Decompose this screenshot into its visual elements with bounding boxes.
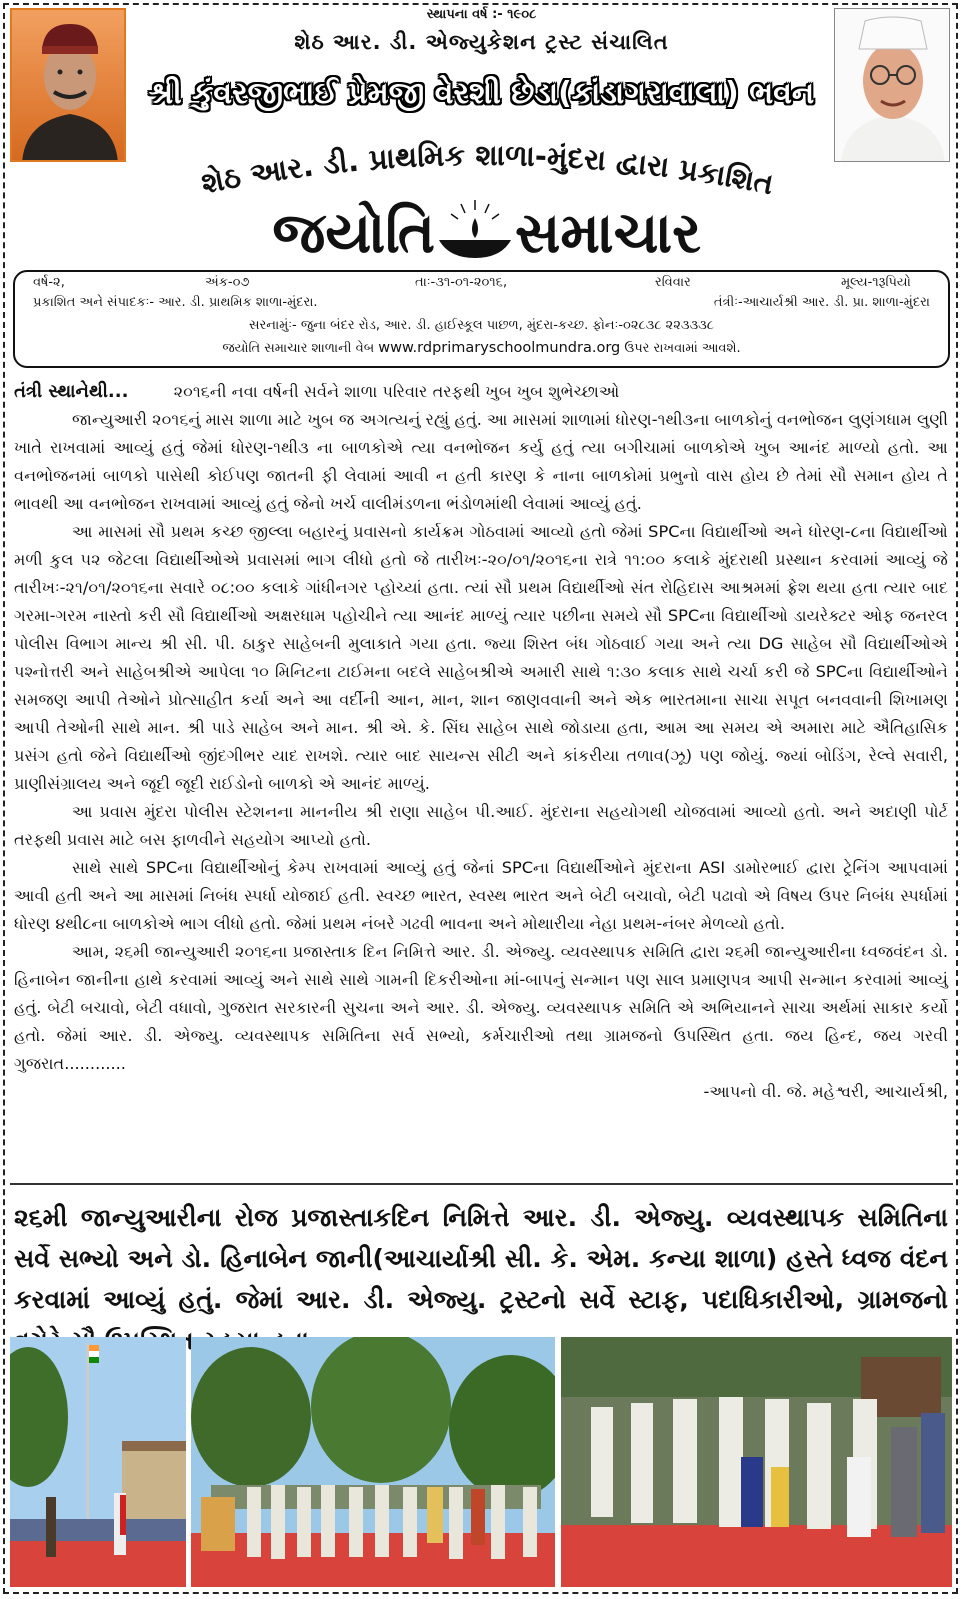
address-line: સરનામુંઃ- જુના બંદર રોડ, આર. ડી. હાઈસ્કૂલ પાછળ, મુંદરા-કચ્છ. ફોનઃ-૦૨૮૩૮ ૨૨૩૩૩૮ — [249, 318, 714, 333]
web-suffix: ઉપર રાખવામાં આવશે. — [624, 341, 741, 356]
editorial-section — [14, 378, 948, 1106]
editorial-signature: -આપનો વી. જે. મહેશ્વરી, આચાર્યશ્રી, — [703, 1082, 948, 1101]
issue-year: વર્ષ-૨, — [33, 275, 65, 290]
dignitaries-photo — [191, 1337, 555, 1587]
publisher-line: પ્રકાશિત અને સંપાદકઃ- આર. ડી. પ્રાથમિક શાળા-મુંદરા. — [33, 295, 318, 310]
editorial-paragraph: આમ, ૨૬મી જાન્યુઆરી ૨૦૧૬ના પ્રજાસ્તાક દિન નિમિત્તે આર. ડી. એજ્યુ. વ્યવસ્થાપક સમિતિ દ્વારા ૨૬મી જાન્યુઆરીના ધ્વજવંદન ડો. હિનાબેન જાનીના હાથે કરવામાં આવ્યું અને સાથે સાથે ગામની દિકરીઓના માં-બાપનું સન્માન પણ સાલ પ્રમાણપત્ર આપી સન્માન કરવામાં આવ્યું હતું. બેટી બચાવો, બેટી વધાવો, ગુજરાત સરકારની સુચના અને આર. ડી. એજ્યુ. વ્યવસ્થાપક સમિતિ એ અભિયાનને સાચા અર્થમાં સાકાર કર્યો હતો. જેમાં આર. ડી. એજ્યુ. વ્યવસ્થાપક સમિતિના સર્વ સભ્યો, કર્મચારીઓ તથા ગ્રામજનો ઉપસ્થિત હતા. જય હિન્દ, જય ગરવી ગુજરાત............ — [14, 942, 948, 1073]
bhavan-title: શ્રી કુંવરજીભાઈ પ્રેમજી વેરશી છેડા(કાંડાગરાવાલા) ભવન — [148, 76, 815, 111]
new-year-greeting: ૨૦૧૬ની નવા વર્ષની સર્વને શાળા પરિવાર તરફથી ખુબ ખુબ શુભેચ્છાઓ — [173, 382, 620, 401]
editorial-paragraph: જાન્યુઆરી ૨૦૧૬નું માસ શાળા માટે ખુબ જ અગત્યનું રહ્યું હતું. આ માસમાં શાળામાં ધોરણ-૧થી૩ના બાળકોનું વનભોજન લુણંગધામ લુણી ખાતે રાખવામાં આવ્યું હતું જેમાં ધોરણ-૧થી૩ ના બાળકોએ ત્યા વનભોજન કર્યુ હતું ત્યા બગીચામાં બાળકોએ ખુબ આનંદ માળ્યો હતો. આ વનભોજનમાં બાળકો પાસેથી કોઈપણ જાતની ફી લેવામાં આવી ન હતી કારણ કે નાના બાળકોમાં પ્રભુનો વાસ હોય છે તેમાં સૌ સમાન હોય તે ભાવથી આ વનભોજન રાખવામાં આવ્યું હતું જેનો ખર્ચ વાલીમંડળના ભંડોળમાંથી લેવામાં આવ્યું હતું. — [14, 410, 948, 513]
editorial-paragraph: સાથે સાથે SPCના વિદ્યાર્થીઓનું કેમ્પ રાખવામાં આવ્યું હતું જેનાં SPCના વિદ્યાર્થીઓને મુંદરાના ASI ડામોરભાઈ દ્વારા ટ્રેનિંગ આપવામાં આવી હતી અને આ માસમાં નિબંધ સ્પર્ધા યોજાઈ હતી. સ્વચ્છ ભારત, સ્વસ્થ ભારત અને બેટી બચાવો, બેટી પઢાવો એ વિષય ઉપર નિબંધ સ્પર્ધામાં ધોરણ ૪થી૮ના બાળકોએ ભાગ લીધો હતો. જેમાં પ્રથમ નંબરે ગઢવી ભાવના અને મોથારીયા નેહા પ્રથમ-નંબર મેળવ્યો હતો. — [14, 858, 948, 933]
arc-text: શેઠ આર. ડી. પ્રાથમિક શાળા-મુંદરા દ્વારા પ્રકાશિત — [198, 137, 777, 202]
flag-hoisting-photo — [10, 1337, 186, 1587]
issue-date: તાઃ-૩૧-૦૧-૨૦૧૬, — [415, 275, 508, 290]
website-line — [15, 340, 948, 356]
masthead-left: જયોતિ — [272, 201, 435, 264]
section-divider — [10, 1183, 953, 1185]
editorial-paragraph: આ માસમાં સૌ પ્રથમ કચ્છ જીલ્લા બહારનું પ્રવાસનો કાર્યક્રમ ગોઠવામાં આવ્યો હતો જેમાં SPCના વિદ્યાર્થીઓ અને ધોરણ-૮ના વિદ્યાર્થીઓ મળી કુલ ૫૨ જેટલા વિદ્યાર્થીઓએ પ્રવાસમાં ભાગ લીધો હતો જે તારીખઃ-૨૦/૦૧/૨૦૧૬ના રાત્રે ૧૧:૦૦ કલાકે મુંદરાથી પ્રસ્થાન કરવામાં આવ્યું જે તારીખઃ-૨૧/૦૧/૨૦૧૬ના સવારે ૦૮:૦૦ કલાકે ગાંધીનગર પ્હોચ્યાં હતા. ત્યાં સૌ પ્રથમ વિદ્યાર્થીઓ સંત રોહિદાસ આશ્રમમાં ફ્રેશ થયા હતા ત્યાર બાદ ગરમા-ગરમ નાસ્તો કરી સૌ વિદ્યાર્થીઓ અક્ષરધામ પહોચીને ત્યા આનંદ માળ્યું ત્યાર પછીના સમયે સૌ SPCના વિદ્યાર્થીઓ ડાયરેક્ટર ઓફ જનરલ પોલીસ વિભાગ માન્ય શ્રી સી. પી. ઠાકુર સાહેબની મુલાકાતે ગયા હતા. જ્યા શિસ્ત બંધ ગોઠવાઈ ગયા અને ત્યા DG સાહેબ સૌ વિદ્યાર્થીઓએ પશ્નોત્તરી અને સાહેબશ્રીએ આપેલા ૧૦ મિનિટના ટાઈમના બદલે સાહેબશ્રીએ અમારી સાથે ૧:૩૦ કલાક સાથે ચર્ચા કરી જે SPCના વિદ્યાર્થીઓને સમજણ આપી તેઓને પ્રોત્સાહીત કર્યા અને આ વર્દીની આન, માન, શાન જાણવવાની અને એક ભારતમાના સાચા સપૂત બનવવાની શિખામણ આપી તેઓની સાથે માન. શ્રી પાડે સાહેબ અને માન. શ્રી એ. કે. સિંઘ સાહેબ સાથે જોડાયા હતા, આમ આ સમય એ અમારા માટે ઐતિહાસિક પ્રસંગ હતો જેને વિદ્યાર્થીઓ જીંદગીભર યાદ રાખશે. ત્યાર બાદ સાયન્સ સીટી અને કાંકરીયા તળાવ(ઝૂ) પણ જોયું. જ્યાં બોડિંગ, રેલ્વે સવારી, પ્રાણીસંગ્રાલય અને જૂદી જૂદી રાઈડોનો બાળકો એ આનંદ માળ્યું. — [14, 522, 948, 793]
web-prefix: જયોતિ સમાચાર શાળાની વેબ — [222, 341, 375, 356]
editorial-heading: તંત્રી સ્થાનેથી... — [14, 381, 129, 402]
gathering-photo — [561, 1337, 952, 1587]
editor-line: તંત્રીઃ-આચાર્યશ્રી આર. ડી. પ્રા. શાળા-મુંદરા — [713, 295, 930, 310]
established-year: સ્થાપના વર્ષ :- ૧૯૦૮ — [426, 7, 537, 22]
website-link[interactable]: www.rdprimaryschoolmundra.org — [378, 340, 621, 356]
trust-line: શેઠ આર. ડી. એજ્યુકેશન ટ્રસ્ટ સંચાલિત — [294, 30, 669, 54]
issue-price: મૂલ્ય-૧રૂપિયો — [841, 275, 911, 290]
masthead — [225, 192, 745, 264]
issue-day: રવિવાર — [655, 275, 691, 290]
republic-day-highlight: ૨૬મી જાન્યુઆરીના રોજ પ્રજાસ્તાકદિન નિમિત્તે આર. ડી. એજ્યુ. વ્યવસ્થાપક સમિતિના સર્વે સભ્યો અને ડો. હિનાબેન જાની(આચાર્યાશ્રી સી. કે. એમ. કન્યા શાળા) હસ્તે ધ્વજ વંદન કરવામાં આવ્યું હતું. જેમાં આર. ડી. એજ્યુ. ટ્રસ્ટનો સર્વે સ્ટાફ, પદાધિકારીઓ, ગ્રામજનો — [14, 1203, 948, 1314]
diya-lamp-icon — [439, 200, 511, 258]
editorial-paragraph: આ પ્રવાસ મુંદરા પોલીસ સ્ટેશનના માનનીય શ્રી રાણા સાહેબ પી.આઈ. મુંદરાના સહયોગથી યોજવામાં આવ્યો હતો. અને અદાણી પોર્ટ તરફથી પ્રવાસ માટે બસ ફાળવીને સહયોગ આપ્યો હતો. — [14, 802, 948, 849]
masthead-right: સમાચાર — [515, 201, 702, 264]
issue-info-box — [13, 270, 950, 368]
issue-number: અંક-૦૭ — [205, 275, 250, 290]
